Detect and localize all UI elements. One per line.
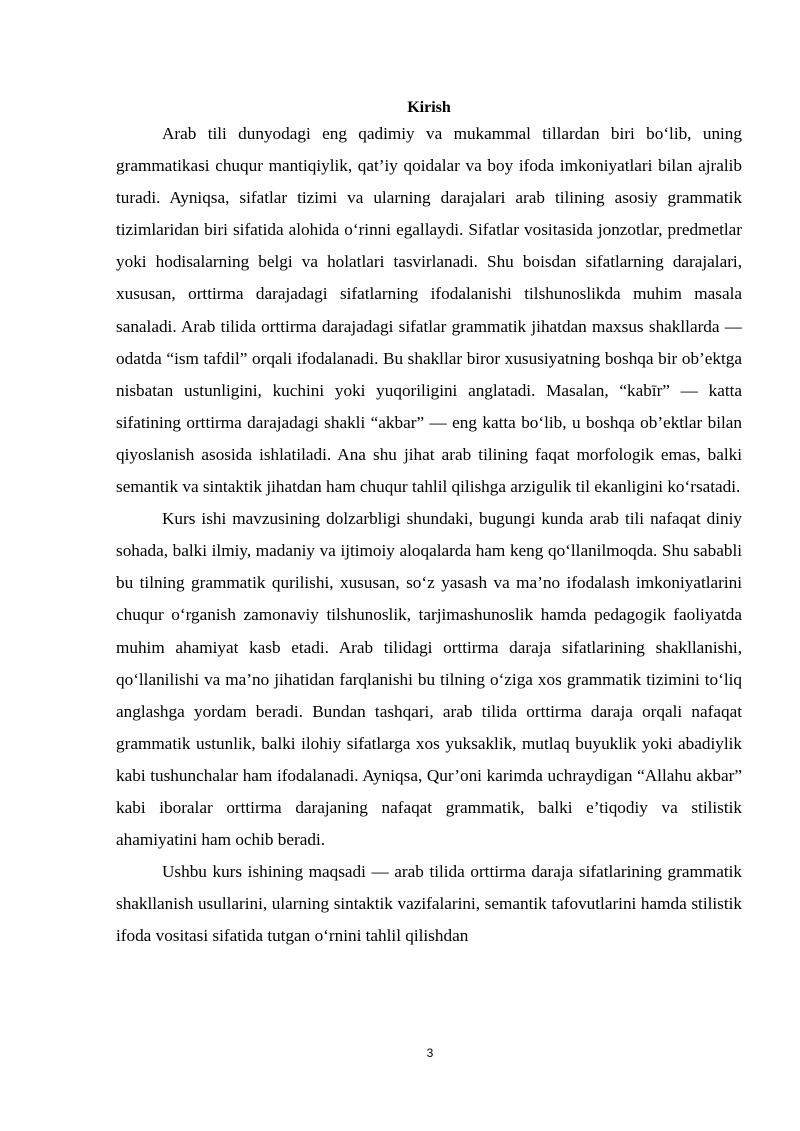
document-page	[116, 98, 742, 952]
section-title: Kirish	[407, 99, 451, 116]
page-number: 3	[426, 1046, 434, 1060]
paragraph-intro: Arab tili dunyodagi eng qadimiy va mukammal tillardan biri bo‘lib, uning grammatikasi chuqur mantiqiylik, qat’iy qoidalar va boy ifoda imkoniyatlari bilan ajralib turadi. Ayniqsa, sifatlar tizimi va ularning darajalari arab tilining asosiy grammatik tizimlaridan biri sifatida alohida o‘rinni egallaydi. Sifatlar vositasida jonzotlar, predmetlar yoki hodisalarning belgi va holatlari tasvirlanadi. Shu boisdan sifatlarning darajalari, xususan, orttirma darajadagi sifatlarning ifodalanishi tilshunoslikda muhim masala sanaladi. Arab tilida orttirma darajadagi sifatlar grammatik jihatdan maxsus shakllarda — odatda “ism tafdil” orqali ifodalanadi. Bu shakllar biror xususiyatning boshqa bir ob’ektga nisbatan ustunligini, kuchini yoki yuqoriligini anglatadi. Masalan, “kabīr” — katta sifatining orttirma darajadagi shakli “akbar” — eng katta bo‘lib, u boshqa ob’ektlar bilan qiyoslanish asosida ishlatiladi. Ana shu jihat arab tilining faqat morfologik emas, balki semantik va sintaktik jihatdan ham chuqur tahlil qilishga arzigulik til ekanligini ko‘rsatadi.	[116, 124, 742, 497]
paragraph-relevance: Kurs ishi mavzusining dolzarbligi shundaki, bugungi kunda arab tili nafaqat diniy sohada, balki ilmiy, madaniy va ijtimoiy aloqalarda ham keng qo‘llanilmoqda. Shu sababli bu tilning grammatik qurilishi, xususan, so‘z yasash va ma’no ifodalash imkoniyatlarini chuqur o‘rganish zamonaviy tilshunoslik, tarjimashunoslik hamda pedagogik faoliyatda muhim ahamiyat kasb etadi. Arab tilidagi orttirma daraja sifatlarining shakllanishi, qo‘llanilishi va ma’no jihatidan farqlanishi bu tilning o‘ziga xos grammatik tizimini to‘liq anglashga yordam beradi. Bundan tashqari, arab tilida orttirma daraja orqali nafaqat grammatik ustunlik, balki ilohiy sifatlarga xos yuksaklik, mutlaq buyuklik yoki abadiylik kabi tushunchalar ham ifodalanadi. Ayniqsa, Qur’oni karimda uchraydigan “Allahu akbar” kabi iboralar orttirma darajaning nafaqat grammatik, balki e’tiqodiy va stilistik ahamiyatini ham ochib beradi.	[116, 509, 742, 850]
paragraph-purpose: Ushbu kurs ishining maqsadi — arab tilida orttirma daraja sifatlarining grammatik shakllanish usullarini, ularning sintaktik vazifalarini, semantik tafovutlarini hamda stilistik ifoda vositasi sifatida tutgan o‘rnini tahlil qilishdan	[116, 862, 742, 946]
